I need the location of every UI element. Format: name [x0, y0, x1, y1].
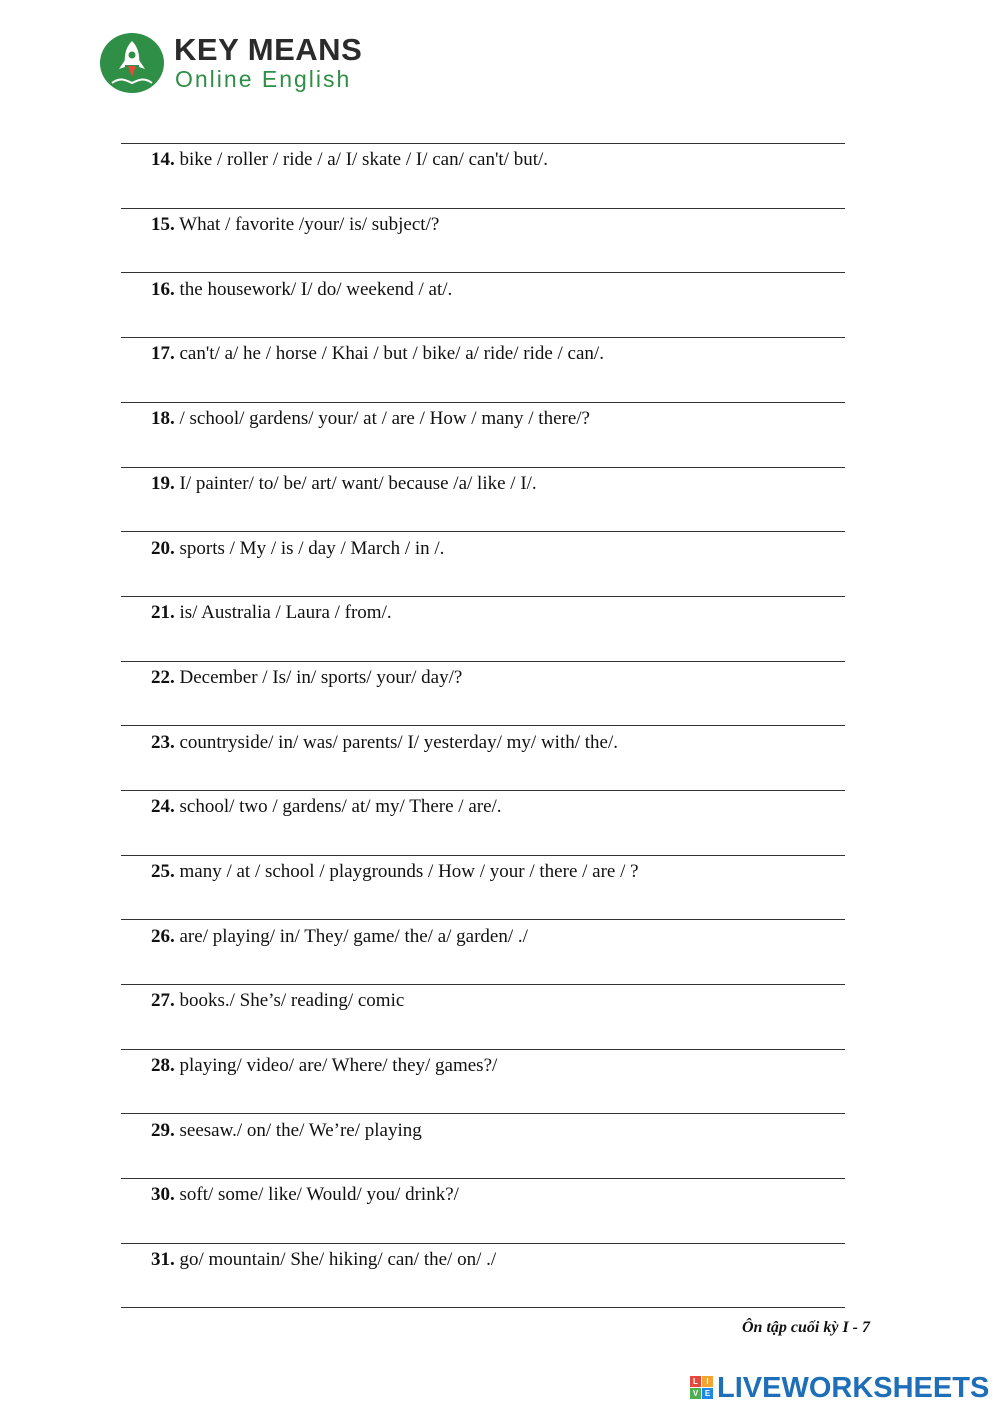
item-number: 24. — [151, 796, 175, 817]
answer-line[interactable] — [121, 984, 845, 985]
item-text: is/ Australia / Laura / from/. — [179, 602, 392, 623]
icon-letter: I — [702, 1376, 713, 1387]
answer-line[interactable] — [121, 272, 845, 273]
item-text: December / Is/ in/ sports/ your/ day/? — [179, 667, 463, 688]
item-text: seesaw./ on/ the/ We’re/ playing — [179, 1120, 422, 1141]
list-item — [151, 149, 548, 171]
item-text: countryside/ in/ was/ parents/ I/ yesterday/ my/ with/ the/. — [179, 732, 618, 753]
liveworksheets-watermark — [690, 1370, 990, 1406]
item-text: books./ She’s/ reading/ comic — [179, 990, 405, 1011]
answer-line[interactable] — [121, 1243, 845, 1244]
item-text: the housework/ I/ do/ weekend / at/. — [179, 279, 453, 300]
item-number: 26. — [151, 926, 175, 947]
item-text: bike / roller / ride / a/ I/ skate / I/ can/ can't/ but/. — [179, 149, 549, 170]
answer-line[interactable] — [121, 337, 845, 338]
list-item — [151, 343, 604, 365]
item-text: What / favorite /your/ is/ subject/? — [179, 214, 440, 235]
brand-title: KEY MEANS — [174, 32, 363, 67]
item-text: soft/ some/ like/ Would/ you/ drink?/ — [179, 1184, 459, 1205]
list-item — [151, 214, 439, 236]
list-item — [151, 1184, 459, 1206]
list-item — [151, 538, 444, 560]
list-item — [151, 732, 618, 754]
item-text: go/ mountain/ She/ hiking/ can/ the/ on/ ./ — [179, 1249, 497, 1270]
answer-line[interactable] — [121, 1049, 845, 1050]
answer-line[interactable] — [121, 402, 845, 403]
list-item — [151, 1249, 496, 1271]
answer-line[interactable] — [121, 790, 845, 791]
item-text: playing/ video/ are/ Where/ they/ games?/ — [179, 1055, 498, 1076]
item-number: 25. — [151, 861, 175, 882]
answer-line[interactable] — [121, 531, 845, 532]
answer-line[interactable] — [121, 143, 845, 144]
item-number: 21. — [151, 602, 175, 623]
item-number: 19. — [151, 473, 175, 494]
brand-logo — [100, 32, 400, 94]
answer-line[interactable] — [121, 919, 845, 920]
answer-line[interactable] — [121, 1113, 845, 1114]
answer-line[interactable] — [121, 208, 845, 209]
item-text: many / at / school / playgrounds / How / your / there / are / ? — [179, 861, 639, 882]
list-item — [151, 473, 537, 495]
answer-line[interactable] — [121, 1178, 845, 1179]
list-item — [151, 861, 639, 883]
item-number: 22. — [151, 667, 175, 688]
item-text: are/ playing/ in/ They/ game/ the/ a/ garden/ ./ — [179, 926, 528, 947]
answer-line[interactable] — [121, 725, 845, 726]
item-text: sports / My / is / day / March / in /. — [179, 538, 445, 559]
list-item — [151, 1055, 497, 1077]
icon-letter: L — [690, 1376, 701, 1387]
item-number: 29. — [151, 1120, 175, 1141]
brand-subtitle: Online English — [175, 66, 352, 92]
item-number: 17. — [151, 343, 175, 364]
answer-line[interactable] — [121, 661, 845, 662]
item-number: 14. — [151, 149, 175, 170]
icon-letter: V — [690, 1388, 701, 1399]
item-number: 23. — [151, 732, 175, 753]
item-number: 20. — [151, 538, 175, 559]
liveworksheets-text: LIVEWORKSHEETS — [717, 1372, 990, 1404]
item-number: 30. — [151, 1184, 175, 1205]
item-number: 27. — [151, 990, 175, 1011]
item-text: I/ painter/ to/ be/ art/ want/ because /a/ like / I/. — [179, 473, 537, 494]
answer-line[interactable] — [121, 855, 845, 856]
page-footer-label: Ôn tập cuối kỳ I - 7 — [742, 1319, 870, 1336]
list-item — [151, 602, 392, 624]
list-item — [151, 926, 528, 948]
list-item — [151, 667, 462, 689]
answer-line[interactable] — [121, 596, 845, 597]
list-item — [151, 1120, 422, 1142]
item-number: 16. — [151, 279, 175, 300]
list-item — [151, 990, 404, 1012]
item-text: school/ two / gardens/ at/ my/ There / are/. — [179, 796, 502, 817]
item-number: 18. — [151, 408, 175, 429]
icon-letter: E — [702, 1388, 713, 1399]
liveworksheets-icon — [690, 1376, 714, 1400]
answer-line[interactable] — [121, 1307, 845, 1308]
list-item — [151, 279, 452, 301]
item-number: 31. — [151, 1249, 175, 1270]
list-item — [151, 408, 590, 430]
item-number: 15. — [151, 214, 175, 235]
answer-line[interactable] — [121, 467, 845, 468]
item-text: can't/ a/ he / horse / Khai / but / bike/ a/ ride/ ride / can/. — [179, 343, 604, 364]
item-number: 28. — [151, 1055, 175, 1076]
item-text: / school/ gardens/ your/ at / are / How / many / there/? — [179, 408, 590, 429]
rocket-icon — [100, 33, 164, 93]
list-item — [151, 796, 502, 818]
